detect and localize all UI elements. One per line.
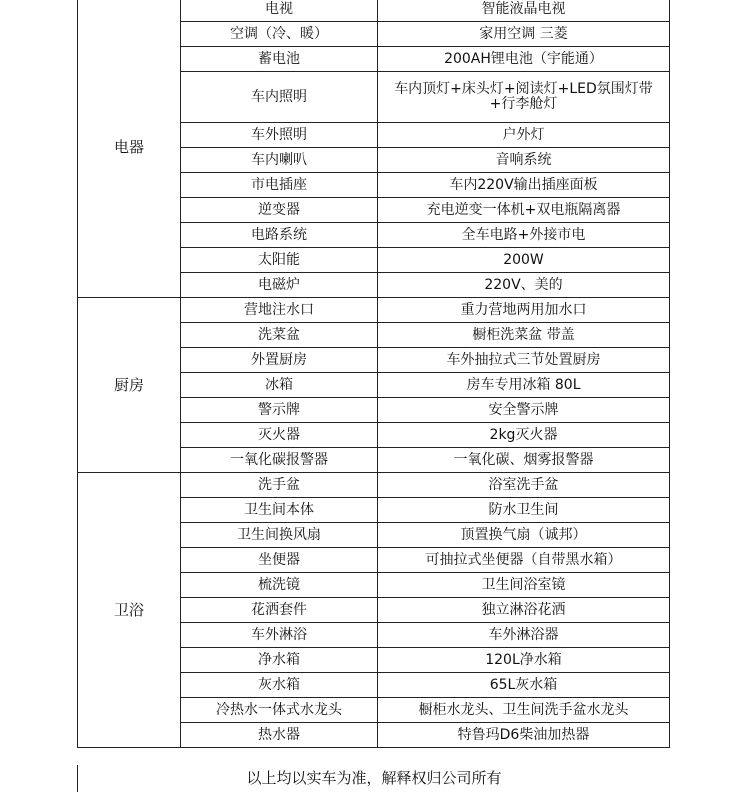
table-row <box>78 298 670 323</box>
item-name-cell: 净水箱 <box>181 648 378 673</box>
item-value-cell: 浴室洗手盆 <box>378 473 670 498</box>
item-value-cell: 120L净水箱 <box>378 648 670 673</box>
item-name-cell: 一氧化碳报警器 <box>181 448 378 473</box>
item-name-cell: 外置厨房 <box>181 348 378 373</box>
item-value-cell: 防水卫生间 <box>378 498 670 523</box>
item-name-cell: 洗菜盆 <box>181 323 378 348</box>
table-row <box>78 0 670 22</box>
item-value-cell: 家用空调 三菱 <box>378 22 670 47</box>
item-value-cell: 智能液晶电视 <box>378 0 670 22</box>
item-name-cell: 梳洗镜 <box>181 573 378 598</box>
item-value-cell: 重力营地两用加水口 <box>378 298 670 323</box>
item-value-cell: 200AH锂电池（宇能通） <box>378 47 670 72</box>
item-value-cell: 车内顶灯+床头灯+阅读灯+LED氛围灯带+行李舱灯 <box>378 72 670 123</box>
item-name-cell: 洗手盆 <box>181 473 378 498</box>
item-value-cell: 一氧化碳、烟雾报警器 <box>378 448 670 473</box>
spec-table <box>77 0 670 748</box>
item-value-cell: 卫生间浴室镜 <box>378 573 670 598</box>
item-name-cell: 卫生间换风扇 <box>181 523 378 548</box>
item-name-cell: 蓄电池 <box>181 47 378 72</box>
category-cell: 卫浴 <box>78 473 181 748</box>
category-cell: 厨房 <box>78 298 181 473</box>
item-name-cell: 灭火器 <box>181 423 378 448</box>
item-name-cell: 冰箱 <box>181 373 378 398</box>
item-value-cell: 橱柜水龙头、卫生间洗手盆水龙头 <box>378 698 670 723</box>
item-value-cell: 220V、美的 <box>378 273 670 298</box>
item-name-cell: 逆变器 <box>181 198 378 223</box>
item-value-cell: 充电逆变一体机+双电瓶隔离器 <box>378 198 670 223</box>
item-name-cell: 电磁炉 <box>181 273 378 298</box>
item-value-cell: 车外抽拉式三节处置厨房 <box>378 348 670 373</box>
item-name-cell: 车外照明 <box>181 123 378 148</box>
item-value-cell: 全车电路+外接市电 <box>378 223 670 248</box>
item-value-cell: 特鲁玛D6柴油加热器 <box>378 723 670 748</box>
item-name-cell: 冷热水一体式水龙头 <box>181 698 378 723</box>
item-name-cell: 警示牌 <box>181 398 378 423</box>
item-value-cell: 65L灰水箱 <box>378 673 670 698</box>
item-value-cell: 车外淋浴器 <box>378 623 670 648</box>
item-name-cell: 卫生间本体 <box>181 498 378 523</box>
item-name-cell: 热水器 <box>181 723 378 748</box>
item-value-cell: 安全警示牌 <box>378 398 670 423</box>
item-name-cell: 空调（冷、暖） <box>181 22 378 47</box>
item-value-cell: 200W <box>378 248 670 273</box>
item-name-cell: 太阳能 <box>181 248 378 273</box>
item-value-cell: 2kg灭火器 <box>378 423 670 448</box>
item-name-cell: 营地注水口 <box>181 298 378 323</box>
item-value-cell: 房车专用冰箱 80L <box>378 373 670 398</box>
item-name-cell: 灰水箱 <box>181 673 378 698</box>
item-name-cell: 坐便器 <box>181 548 378 573</box>
item-value-cell: 独立淋浴花洒 <box>378 598 670 623</box>
item-value-cell: 顶置换气扇（诚邦） <box>378 523 670 548</box>
item-name-cell: 电路系统 <box>181 223 378 248</box>
item-name-cell: 市电插座 <box>181 173 378 198</box>
item-name-cell: 车内喇叭 <box>181 148 378 173</box>
category-cell: 电器 <box>78 0 181 298</box>
table-row <box>78 473 670 498</box>
spec-table-body <box>78 0 670 748</box>
item-value-cell: 橱柜洗菜盆 带盖 <box>378 323 670 348</box>
item-value-cell: 户外灯 <box>378 123 670 148</box>
footer-note: 以上均以实车为准，解释权归公司所有 <box>77 765 670 792</box>
item-name-cell: 车内照明 <box>181 72 378 123</box>
item-name-cell: 电视 <box>181 0 378 22</box>
item-name-cell: 花洒套件 <box>181 598 378 623</box>
item-value-cell: 车内220V输出插座面板 <box>378 173 670 198</box>
item-value-cell: 可抽拉式坐便器（自带黑水箱） <box>378 548 670 573</box>
item-value-cell: 音响系统 <box>378 148 670 173</box>
item-name-cell: 车外淋浴 <box>181 623 378 648</box>
